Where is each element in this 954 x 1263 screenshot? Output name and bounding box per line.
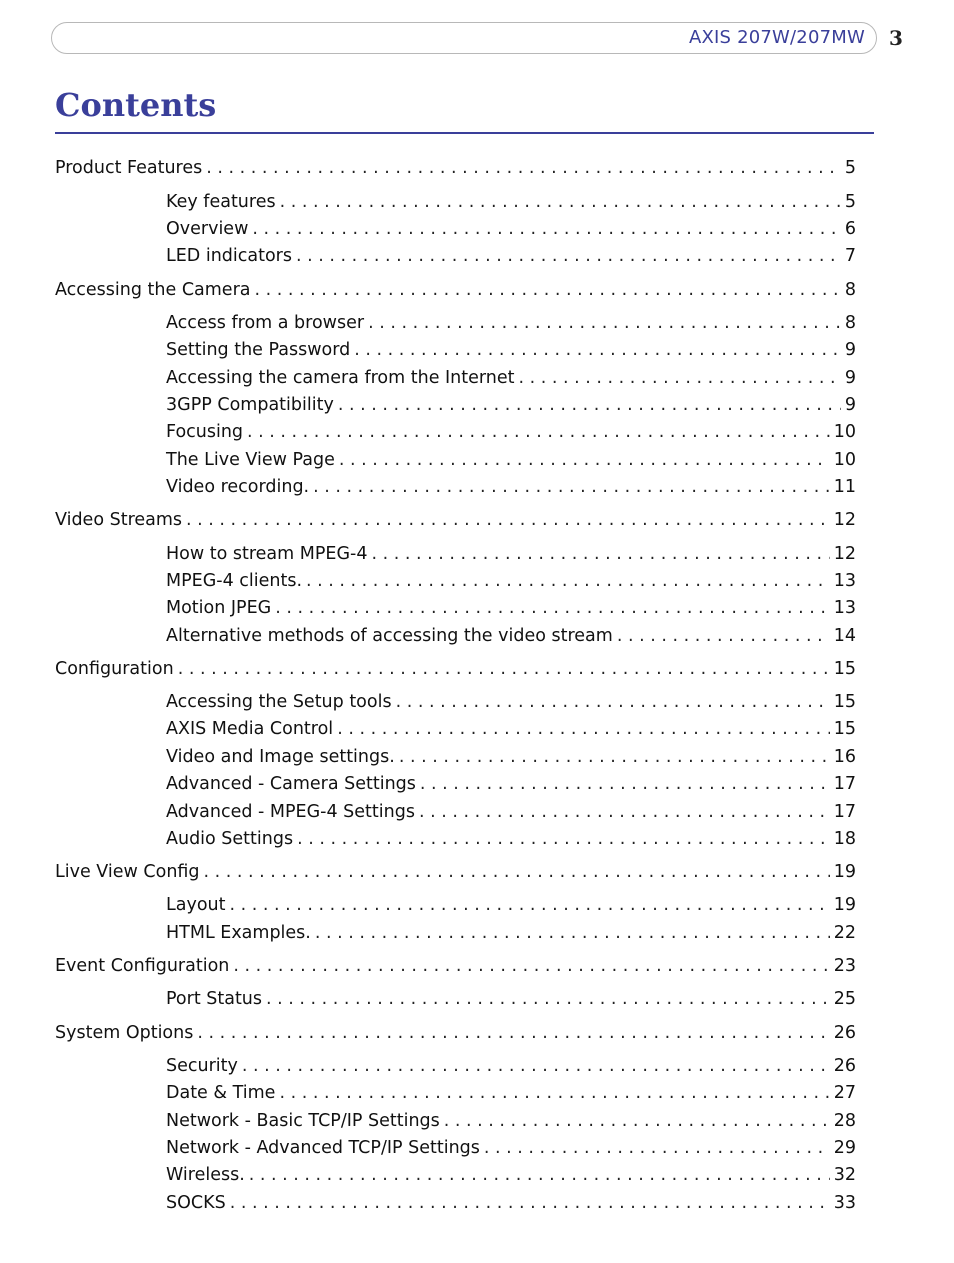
toc-entry-page: 28 [833,1111,856,1131]
toc-entry[interactable] [166,475,856,499]
page-title: Contents [55,86,217,124]
toc-entry-page: 6 [844,219,856,239]
toc-entry-page: 13 [833,571,856,591]
toc-entry-label: Video Streams [55,510,183,530]
toc-entry[interactable] [166,690,856,714]
toc-entry-page: 23 [833,956,856,976]
toc-entry-page: 25 [833,989,856,1009]
toc-entry[interactable] [55,1021,856,1045]
toc-dot-leader [399,745,830,769]
toc-entry[interactable] [166,366,856,390]
toc-entry-label: Wireless. [166,1165,245,1185]
toc-entry-page: 13 [833,598,856,618]
toc-dot-leader [275,596,829,620]
toc-entry[interactable] [166,827,856,851]
toc-dot-leader [230,893,830,917]
toc-dot-leader [230,1191,830,1215]
toc-dot-leader [233,954,829,978]
toc-dot-leader [339,448,830,472]
toc-entry[interactable] [166,596,856,620]
toc-entry[interactable] [166,1163,856,1187]
toc-entry-label: Audio Settings [166,829,294,849]
toc-entry-page: 9 [844,368,856,388]
toc-entry-label: LED indicators [166,246,292,266]
toc-entry-page: 5 [844,192,856,212]
toc-entry[interactable] [55,860,856,884]
toc-entry-label: Key features [166,192,276,212]
toc-entry[interactable] [166,244,856,268]
toc-entry-page: 26 [833,1056,856,1076]
toc-entry[interactable] [166,624,856,648]
toc-entry[interactable] [166,338,856,362]
toc-dot-leader [368,311,841,335]
toc-dot-leader [371,542,829,566]
toc-entry[interactable] [166,190,856,214]
toc-dot-leader [255,278,841,302]
toc-entry-page: 15 [833,719,856,739]
toc-dot-leader [354,338,841,362]
toc-entry-page: 7 [844,246,856,266]
toc-entry[interactable] [166,1081,856,1105]
toc-entry-label: SOCKS [166,1193,226,1213]
toc-entry-label: Video and Image settings. [166,747,395,767]
toc-entry-label: Focusing [166,422,244,442]
toc-entry-page: 8 [844,313,856,333]
toc-entry[interactable] [55,156,856,180]
toc-dot-leader [338,393,841,417]
toc-entry[interactable] [166,921,856,945]
toc-entry[interactable] [166,1109,856,1133]
toc-entry[interactable] [166,1054,856,1078]
toc-entry-label: Motion JPEG [166,598,272,618]
toc-entry-label: Live View Config [55,862,200,882]
toc-entry-label: Product Features [55,158,203,178]
toc-dot-leader [337,717,830,741]
toc-entry-label: Date & Time [166,1083,276,1103]
toc-dot-leader [519,366,841,390]
toc-entry-label: Layout [166,895,226,915]
toc-entry[interactable] [166,217,856,241]
toc-entry-page: 22 [833,923,856,943]
toc-entry[interactable] [166,772,856,796]
toc-entry-page: 17 [833,774,856,794]
toc-entry-label: Advanced - MPEG-4 Settings [166,802,415,822]
toc-entry-label: Video recording. [166,477,310,497]
toc-entry-page: 17 [833,802,856,822]
toc-dot-leader [484,1136,830,1160]
toc-entry-label: Accessing the Camera [55,280,251,300]
toc-entry-page: 8 [844,280,856,300]
toc-entry-label: AXIS Media Control [166,719,334,739]
toc-dot-leader [204,860,830,884]
toc-entry-label: Advanced - Camera Settings [166,774,416,794]
toc-dot-leader [249,1163,830,1187]
toc-entry-label: Security [166,1056,238,1076]
toc-entry-page: 19 [833,895,856,915]
toc-entry[interactable] [166,542,856,566]
toc-entry-label: Alternative methods of accessing the video stream [166,626,613,646]
toc-dot-leader [313,475,830,499]
toc-dot-leader [266,987,830,1011]
toc-entry-label: Overview [166,219,249,239]
toc-entry[interactable] [55,508,856,532]
toc-entry[interactable] [55,278,856,302]
toc-entry-page: 14 [833,626,856,646]
toc-entry-label: Port Status [166,989,263,1009]
toc-dot-leader [242,1054,830,1078]
toc-entry-label: Accessing the Setup tools [166,692,392,712]
toc-entry-page: 26 [833,1023,856,1043]
toc-entry[interactable] [166,717,856,741]
header-product-title: AXIS 207W/207MW [688,27,865,48]
toc-entry-page: 10 [833,422,856,442]
toc-entry[interactable] [166,893,856,917]
toc-entry-label: Event Configuration [55,956,230,976]
toc-entry-label: How to stream MPEG-4 [166,544,368,564]
toc-entry-label: MPEG-4 clients. [166,571,303,591]
toc-entry-page: 19 [833,862,856,882]
toc-dot-leader [197,1021,829,1045]
toc-entry-label: System Options [55,1023,194,1043]
toc-entry-page: 18 [833,829,856,849]
toc-entry[interactable] [166,311,856,335]
toc-entry[interactable] [166,1191,856,1215]
toc-entry-page: 9 [844,395,856,415]
toc-entry-page: 16 [833,747,856,767]
toc-dot-leader [420,772,830,796]
toc-entry-page: 5 [844,158,856,178]
toc-entry-page: 27 [833,1083,856,1103]
toc-entry-label: Network - Advanced TCP/IP Settings [166,1138,480,1158]
toc-entry-page: 15 [833,659,856,679]
toc-dot-leader [419,800,830,824]
toc-entry[interactable] [166,569,856,593]
toc-entry-page: 29 [833,1138,856,1158]
toc-entry-page: 32 [833,1165,856,1185]
toc-entry[interactable] [166,800,856,824]
toc-entry-label: Access from a browser [166,313,365,333]
toc-entry-label: HTML Examples. [166,923,311,943]
toc-dot-leader [315,921,830,945]
toc-entry-page: 12 [833,510,856,530]
toc-entry[interactable] [166,420,856,444]
toc-dot-leader [252,217,840,241]
toc-dot-leader [617,624,830,648]
toc-entry-label: Configuration [55,659,174,679]
toc-entry-label: 3GPP Compatibility [166,395,334,415]
toc-entry[interactable] [166,393,856,417]
toc-dot-leader [186,508,830,532]
toc-entry-page: 11 [833,477,856,497]
toc-dot-leader [279,1081,829,1105]
toc-dot-leader [444,1109,830,1133]
toc-entry-page: 9 [844,340,856,360]
toc-entry[interactable] [55,657,856,681]
toc-entry[interactable] [166,745,856,769]
toc-dot-leader [297,827,830,851]
toc-entry-label: Setting the Password [166,340,351,360]
toc-dot-leader [296,244,841,268]
toc-entry-page: 10 [833,450,856,470]
title-divider [55,132,874,134]
toc-entry-label: Network - Basic TCP/IP Settings [166,1111,440,1131]
toc-entry[interactable] [166,1136,856,1160]
toc-entry-page: 33 [833,1193,856,1213]
toc-entry[interactable] [55,954,856,978]
toc-dot-leader [206,156,841,180]
toc-entry[interactable] [166,448,856,472]
toc-dot-leader [396,690,830,714]
toc-dot-leader [306,569,830,593]
toc-entry-page: 12 [833,544,856,564]
toc-entry[interactable] [166,987,856,1011]
page-number: 3 [889,26,903,50]
toc-dot-leader [178,657,830,681]
toc-dot-leader [247,420,830,444]
toc-entry-label: Accessing the camera from the Internet [166,368,515,388]
toc-entry-page: 15 [833,692,856,712]
toc-entry-label: The Live View Page [166,450,335,470]
toc-dot-leader [280,190,841,214]
